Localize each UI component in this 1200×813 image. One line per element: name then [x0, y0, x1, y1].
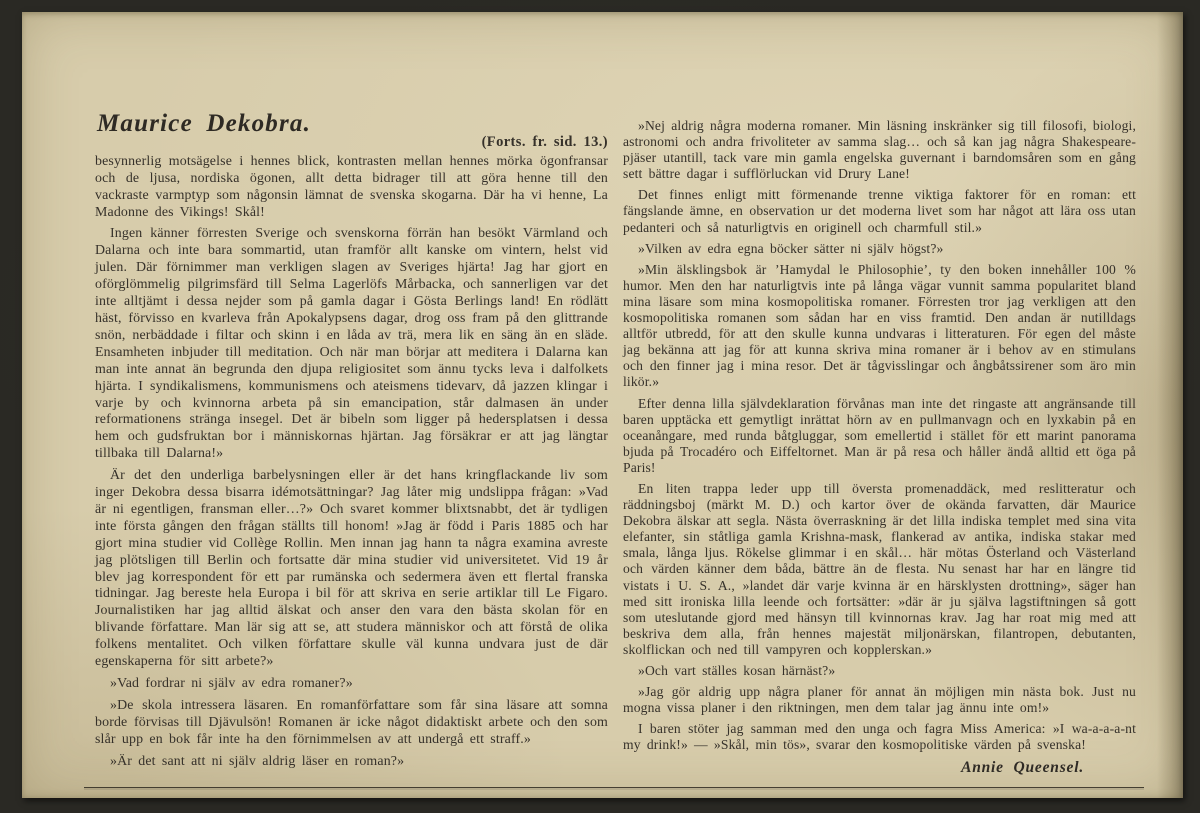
paragraph: »Min älsklingsbok är ’Hamydal le Philosophie’, ty den boken innehåller 100 % humor. Men den har naturligtvis inte på långa vägar vunnit samma popularitet bland mina läsare som mina kosmopolitiska romaner. Förresten tror jag verkligen att den kosmopolitiska romanen som sådan har en viss framtid. Den andan är nutilldags alltför utbredd, för att den skulle kunna undvaras i litteraturen. För egen del måste jag bekänna att jag för att kunna skriva mina romaner är i behov av en stimulans och den finner jag i mina resor. Det är tågvisslingar och ångbåtssirener som äro min likör.» [623, 261, 1136, 390]
article-title: Maurice Dekobra. [97, 110, 312, 137]
paragraph: »Nej aldrig några moderna romaner. Min läsning inskränker sig till filosofi, biologi, astronomi och andra frivoliteter av samma slag… och så kan jag några Shakespeare-pjäser utantill, tack vare min gamla engelska guvernant i barndomsåren som en gång sett bättre dagar i sufflörluckan vid Drury Lane! [623, 118, 1136, 182]
paragraph: Ingen känner förresten Sverige och svenskorna förrän han besökt Värmland och Dalarna och inte bara sommartid, utan framför allt kanske om vintern, helst vid julen. Där förnimmer man verkligen slagen av Sveriges hjärta! Jag har gjort en oförglömmelig pilgrimsfärd till Selma Lagerlöfs Mårbacka, och sannerligen var det inte alltjämt i dessa nejder som på gamla dagar i Gösta Berlings land! En rödlätt häst, förvisso en kvarleva från Apokalypsens dagar, drog oss fram på den glittrande snön, nerbäddade i filtar och skinn i en låda av trä, mera lik en säng än en släde. Ensamheten inbjuder till meditation. Och när man börjar att meditera i Dalarna kan man inte annat än begrunda den djupa religiositet som ännu tycks leva i dalfolkets hjärta. I syndikalismens, kommunismens och ateismens tidevarv, då jazzen klingar i varje by och kvinnorna arbeta på sin emancipation, står dalmasen än under reformationens stränga insegel. Det är bibeln som ligger på hedersplatsen i dessa hem och gudsfruktan bor i människornas hjärtan. Jag försäkrar er att jag längtar tillbaka till Dalarna!» [95, 226, 608, 462]
paragraph: Efter denna lilla självdeklaration förvånas man inte det ringaste att angränsande till baren upptäcka ett gemytligt inrättat hörn av en pullmanvagn och en lyxkabin på en oceanångare, med runda båtgluggar, som emellertid i stället för ett marint panorama bjuda på Trocadéro och Eiffeltornet. Man är på resa och håller ändå alltid ett öga på Paris! [623, 395, 1136, 475]
left-column-paragraphs [95, 154, 608, 771]
paragraph: »Och vart ställes kosan härnäst?» [638, 663, 836, 678]
paragraph: Är det den underliga barbelysningen eller är det hans kringflackande liv som inger Dekobra dessa bisarra idémotsättningar? Jag låter mig undslippa frågan: »Vad är ni egentligen, fransman eller…?» Och svaret kommer blixtsnabbt, det är tydligen inte första gången den frågan ställts till honom! »Jag är född i Paris 1885 och har gjort mina studier vid Collège Rollin. Men innan jag hann ta några examina avreste jag plötsligen till Berlin och fortsatte där mina studier vid universitetet. Vid 19 år blev jag korrespondent för ett par rumänska och sedermera även ett flertal franska tidningar. Jag bereste hela Europa i bil för att skriva en serie artiklar till Le Figaro. Journalistiken har jag alltid älskat och anser den vara den bästa skolan för en blivande författare. Man lär sig att se, att studera människor och att förstå de olika folkens mentalitet. Och vilken författare skulle väl kunna undvara just de där egenskaperna för sitt arbete?» [95, 468, 608, 670]
continuation-note: (Forts. fr. sid. 13.) [481, 133, 608, 150]
right-column [623, 12, 1136, 798]
paragraph: »De skola intressera läsaren. En romanförfattare som får sina läsare att somna borde förvisas till Djävulsön! Romanen är icke något didaktiskt arbete och den som slår upp en bok får inte ha den förnimmelsen av att undergå ett straff.» [95, 697, 608, 747]
magazine-page [22, 12, 1183, 798]
article-columns [95, 12, 1137, 798]
right-column-paragraphs [623, 118, 1136, 753]
paragraph: »Är det sant att ni själv aldrig läser en roman?» [110, 753, 405, 769]
paragraph: besynnerlig motsägelse i hennes blick, kontrasten mellan hennes mörka ögonfransar och de ljusa, nordiska ögonen, allt detta bidrager till att göra henne till den vackraste varmptyp som någonsin lämnat de svenska skogarna. Där ha vi henne, La Madonne des Vikings! Skål! [95, 153, 608, 220]
left-column [95, 12, 608, 798]
paragraph: En liten trappa leder upp till översta promenaddäck, med reslitteratur och räddningsboj (märkt M. D.) och kartor över de okända farvatten, där Maurice Dekobra älskar att segla. Nästa överraskning är det lilla indiska templet med sina vita elefanter, sin ståtliga gamla Krishna-mask, flankerad av antika, indiska stakar med smala, långa ljus. Rökelse glimmar i en skål… här mötas Österland och Västerland och värden känner dem båda, bättre än de flesta. Nu senast har har en längre tid vistats i U. S. A., »landet där varje kvinna är en härsklysten drottning», säger han med sitt ironiska lilla leende och fortsätter: »där är ju själva lagstiftningen så gott som uteslutande gjord med hänsyn till kvinnornas krav. Jag har roat mig med att beskriva dem alla, från hennes majestät miljonärskan, filantropen, debutanten, skolflickan och ned till vampyren och kopplerskan.» [623, 480, 1136, 657]
paragraph: Det finnes enligt mitt förmenande trenne viktiga faktorer för en roman: ett fängslande ämne, en observation ur det moderna livet som har något att lära oss utan pedanteri och så naturligtvis en originell och charmfull stil.» [623, 187, 1136, 235]
paragraph: »Jag gör aldrig upp några planer för annat än möjligen min nästa bok. Just nu mogna vissa planer i den riktningen, men dem talar jag ännu inte om!» [623, 684, 1136, 716]
page-edge-shadow [1157, 12, 1183, 798]
paragraph: I baren stöter jag samman med den unga och fagra Miss America: »I wa-a-a-a-nt my drink!» — »Skål, min tös», svarar den kosmopolitiske värden på svenska! [623, 721, 1136, 753]
author-byline: Annie Queensel. [961, 759, 1084, 777]
bottom-rule [84, 787, 1144, 788]
paragraph: »Vilken av edra egna böcker sätter ni själv högst?» [638, 240, 944, 256]
paragraph: »Vad fordrar ni själv av edra romaner?» [110, 676, 353, 691]
